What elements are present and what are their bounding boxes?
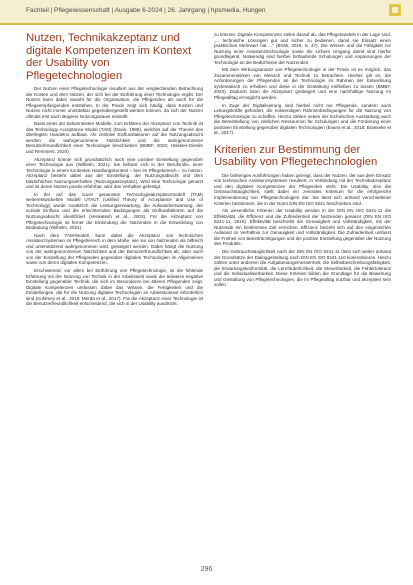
header-rule <box>0 23 413 25</box>
paragraph: In der auf das zuvor genannten Technologieakzeptanzmodell (TAM) weiterentwickelten Modell UTAUT (Unified Theory of Acceptance and Use of Technology) wurde zusätzlich die Leistungserwartung, die Aufwandserwartung, der soziale Einfluss und die erleichternden Bedingungen als Einflussfaktoren auf die Nutzungsabsicht identifiziert (Venkatesh et al., 2003). Für die Akzeptanz von Pflegetechnologie ist ferner die Einbindung der Nutzenden in die Entwicklung von Bedeutung (Wilhelm, 2021). <box>26 191 203 231</box>
paragraph: Als wesentliche Kriterien der Usability werden in der DIN EN ISO 9241-11 die Effektivität, die Effizienz und die Zufriedenheit der Nutzenden genannt (DIN EN ISO 9241-11, 2018). Effektivität beschreibt die Genauigkeit und Vollständigkeit, mit der Nutzende ein bestimmtes Ziel erreichen. Effizienz bezieht sich auf den eingesetzten Aufwand im Verhältnis zur Genauigkeit und Vollständigkeit. Die Zufriedenheit umfasst die Freiheit von Beeinträchtigungen und die positive Einstellung gegenüber der Nutzung des Produkts. <box>214 208 391 247</box>
header-text: Fachteil | Pflegewissenschaft | Ausgabe 6-2024 | 26. Jahrgang | hpsmedia, Hungen <box>26 7 266 14</box>
section-heading: Nutzen, Technikakzeptanz und digitale Kompetenzen im Kontext der Usability von Pflegetechnologien <box>26 32 192 82</box>
left-column <box>26 32 203 571</box>
paragraph: Nach dem TAM-Modell, kann dabei die Akzeptanz von technischen Assistenzsystemen im Pflegebereich in dem Maße, wie sie von Nutzenden als hilfreich und unterstützend wahrgenommen wird, gesteigert werden. Dabei hängt die Nutzung von der wahrgenommenen Nützlichkeit und der Benutzerfreundlichkeit ab, aber auch von der Einstellung der Pflegenden gegenüber digitalen Technologien im Allgemeinen sowie von deren digitalen Kompetenzen. <box>26 232 203 266</box>
paragraph: Die Gebrauchstauglichkeit nach der DIN EN ISO 9241-11 lässt sich weiter anhand der Grundsätze der Dialoggestaltung nach DIN EN ISO 9241-110 konkretisieren. Hierzu zählen unter anderem die Aufgabenangemessenheit, die Selbstbeschreibungsfähigkeit, die Erwartungskonformität, die Lernförderlichkeit, die Steuerbarkeit, die Fehlertoleranz und die Individualisierbarkeit. Diese Kriterien bilden die Grundlage für die Bewertung und Gestaltung von Pflegetechnologien, die im Pflegealltag nutzbar und akzeptiert sein sollen. <box>214 248 391 288</box>
paragraph: Erschwerend, vor allem bei Einführung von Pflegetechnologie, ist die fehlende Erfahrung mit der Nutzung von Technik in der Arbeitswelt sowie die teilweise negative Einstellung gegenüber Technik, die sich im Besonderen bei älteren Pflegenden zeigt. Digitale Kompetenzen umfassen dabei das Wissen, die Fertigkeiten und die Einstellungen, die für die Nutzung digitaler Technologien im Arbeitskontext erforderlich sind (Kuhlmey et al., 2019; Merda et al., 2017). Für die Akzeptanz einer Technologie ist die Benutzerfreundlichkeit entscheidend, die sich in der Usability ausdrückt. <box>26 267 203 307</box>
paragraph: Mit dem Wirkungsansatz von Pflegetechnologie in der Praxis ist es möglich, das Zusammenwirken von Mensch und Technik zu betrachten. Hierbei gilt es, die Anforderungen der Pflegenden an die Technologie im Rahmen der Entwicklung systematisch zu erheben und diese in die Gestaltung einfließen zu lassen (BMBF, 2020). Dadurch kann die Akzeptanz gesteigert und eine nachhaltige Nutzung im Pflegealltag ermöglicht werden. <box>214 67 391 101</box>
paragraph: Der Nutzen einer Pflegetechnologie resultiert aus der vergleichenden Betrachtung der Kosten und dem Nutzen, der sich bei der Einführung einer Technologie ergibt. Der Nutzen kann dabei sowohl für die Organisation, die Pflegenden als auch für die Pflegeempfangenden entstehen. In der Praxis zeigt sich häufig, dass Kosten und Nutzen nicht immer unmittelbar gegenübergestellt werden können, da sich der Nutzen oftmals erst nach längerer Nutzungsdauer einstellt. <box>26 86 203 119</box>
paragraph: Akzeptanz konnte sich grundsätzlich auch eine positive Einstellung gegenüber einer Technologie aus (Wilhelm, 2021). Sie befasst sich in der Berufsrolle, einer Technologie in einem konkreten Handlungskontext – hier im Pflegebereich – zu nutzen. Akzeptanz besteht dabei aus der Einstellung, der Nutzungsabsicht und dem tatsächlichen Nutzungsverhalten (Nutzungsakzeptanz). Wird eine Technologie genutzt und ist deren Nutzen positiv erfahrbar, wird das Verhalten gefestigt. <box>26 156 203 190</box>
page-number: 296 <box>200 566 213 573</box>
right-column <box>214 32 391 571</box>
section-heading: Kriterien zur Bestimmung der Usability von Pflegetechnologien <box>214 143 378 169</box>
paragraph: Basis eines der bekanntesten Modelle, zum Erklären der Akzeptanz von Technik ist das Technology Acceptance Model (TAM) (Davis, 1989), welches auf der Theorie des überlegten Handelns aufbaut. Als zentrale Einflussfaktoren auf die Nutzungsabsicht werden die wahrgenommene Nützlichkeit und die wahrgenommene Benutzerfreundlichkeit einer Technologie beschrieben (BMBF, 2020; Hülsken-Giesler und Remmers, 2020). <box>26 121 203 155</box>
paragraph: zu können. Digitale Kompetenzen zielen darauf ab, das Pflegehandeln in der Lage sind, „... technische Lösungen gut und sicher zu bedienen, damit sie Einsatz einen praktischen Mehrwert hat ..." (BGW, 2018, S. 47). Die Wissen und die Fähigkeit zur Nutzung einer Assistenztechnologie sowie die sichere Umgang damit sind hierfür grundlegend. Notwendig sind hierbei fortlaufende Schulungen und Anpassungen der Technologie an die Bedürfnisse der Nutzenden. <box>214 32 391 65</box>
journal-logo-icon <box>389 4 401 16</box>
paragraph: In Zuge der Digitalisierung sind hierbei nicht nur Pflegende, sondern auch Leitungskräfte gefordert, die notwendigen Rahmenbedingungen für die Nutzung von Pflegetechnologie zu schaffen. Hierzu zählen neben der technischen Ausstattung auch die Bereitstellung von zeitlichen Ressourcen für Schulungen und die Förderung einer positiven Einstellung gegenüber digitalen Technologien (Evans et al., 2018; Braeseke et al., 2017). <box>214 102 391 136</box>
page-header <box>0 0 413 23</box>
paragraph: Die bisherigen Ausführungen haben gezeigt, dass der Nutzen, der aus dem Einsatz von technischen Assistenzsystemen resultiert, in Verbindung mit der Technikakzeptanz und den digitalen Kompetenzen der Pflegenden steht. Die Usability, also die Gebrauchstauglichkeit, stellt dabei ein zentrales Kriterium für die erfolgreiche Implementierung von Pflegetechnologien dar. Sie lässt sich anhand verschiedener Kriterien bestimmen, die in der Norm DIN EN ISO 9241 beschrieben sind. <box>214 172 391 206</box>
